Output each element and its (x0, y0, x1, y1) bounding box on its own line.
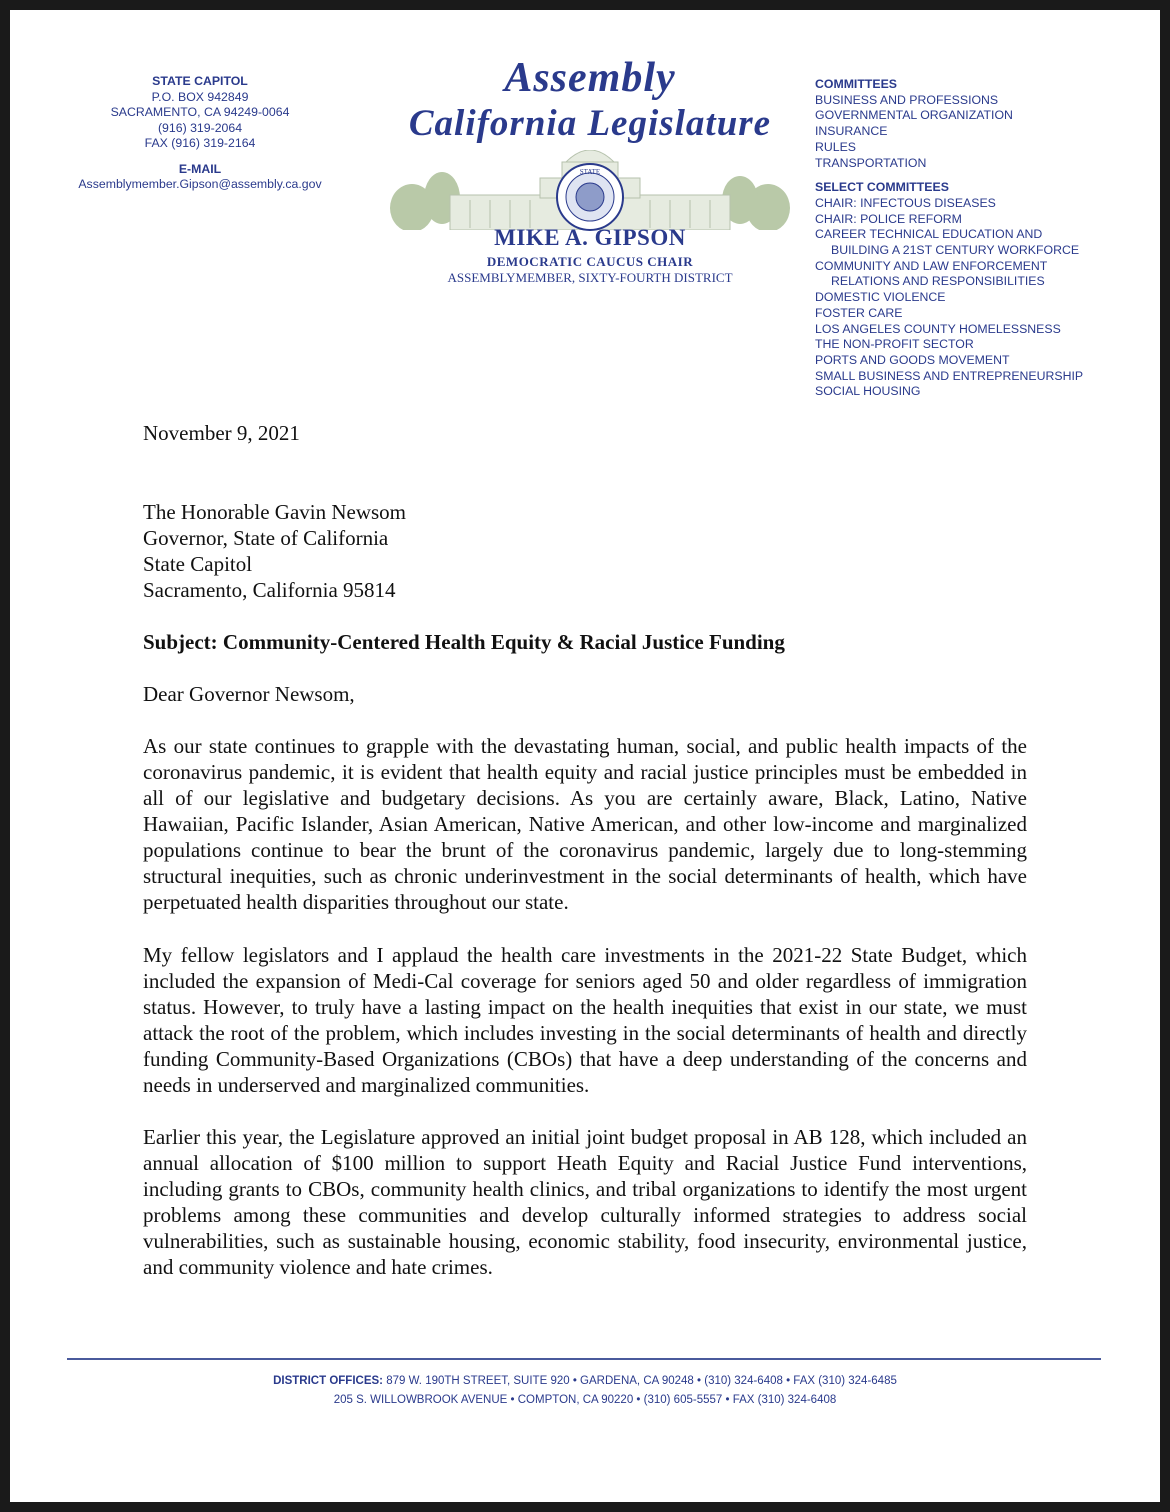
select-committee-item: LOS ANGELES COUNTY HOMELESSNESS (815, 321, 1061, 336)
body-paragraph: My fellow legislators and I applaud the health care investments in the 2021-22 State Budget, which included the expansion of Medi-Cal coverage for seniors aged 50 and older regardless of immigration status. However, to truly have a lasting impact on the health inequities that exist in our state, we must attack the root of the problem, which includes investing in the social determinants of health and directly funding Community-Based Organizations (CBOs) that have a deep understanding of the concerns and needs in underserved and marginalized communities. (143, 943, 1027, 1097)
committee-item: GOVERNMENTAL ORGANIZATION (815, 108, 1013, 123)
committees-heading: COMMITTEES (815, 77, 897, 91)
committee-item: RULES (815, 139, 857, 154)
caucus-role: DEMOCRATIC CAUCUS CHAIR (486, 254, 694, 269)
recipient-line: The Honorable Gavin Newsom (143, 500, 407, 524)
select-committee-item: DOMESTIC VIOLENCE (815, 290, 946, 305)
phone: (916) 319-2064 (157, 120, 243, 135)
recipient-line: Governor, State of California (143, 526, 389, 550)
select-committees-heading: SELECT COMMITTEES (815, 180, 949, 195)
recipient-line: State Capitol (143, 552, 253, 576)
select-committee-item: COMMUNITY AND LAW ENFORCEMENT (815, 258, 1048, 273)
district-title: ASSEMBLYMEMBER, SIXTY-FOURTH DISTRICT (447, 270, 733, 285)
recipient-line: Sacramento, California 95814 (143, 578, 396, 602)
select-committee-item: CAREER TECHNICAL EDUCATION AND (815, 227, 1043, 242)
footer-line-1 (10, 1372, 1160, 1390)
committee-item: BUSINESS AND PROFESSIONS (815, 92, 999, 107)
select-committee-item: CHAIR: INFECTOUS DISEASES (815, 195, 996, 210)
masthead-title-assembly: Assembly (504, 55, 676, 101)
select-committee-item: THE NON-PROFIT SECTOR (815, 337, 974, 352)
state-seal-icon (555, 162, 625, 232)
masthead-title-legislature: California Legislature (408, 103, 772, 144)
select-committee-item: FOSTER CARE (815, 305, 903, 320)
email-heading: E-MAIL (178, 161, 222, 176)
fax: FAX (916) 319-2164 (144, 136, 256, 150)
committee-item: TRANSPORTATION (815, 155, 927, 170)
masthead (390, 50, 790, 290)
committee-item: INSURANCE (815, 124, 888, 139)
select-committee-item: SMALL BUSINESS AND ENTREPRENEURSHIP (815, 368, 1084, 383)
member-name: MIKE A. GIPSON (494, 225, 686, 250)
recipient-address (143, 499, 1027, 603)
state-capitol-heading: STATE CAPITOL (152, 74, 248, 88)
committees-block (815, 77, 1155, 400)
body-paragraph: As our state continues to grapple with the devastating human, social, and public health impacts of the coronavirus pandemic, it is evident that health equity and racial justice principles must be embedded in all of our legislative and budgetary decisions. As you are certainly aware, Black, Latino, Native Hawaiian, Pacific Islander, Asian American, Native American, and other low-income and marginalized populations continue to bear the brunt of the coronavirus pandemic, largely due to long-stemming structural inequities, such as chronic underinvestment in the social determinants of health, which have perpetuated health disparities throughout our state. (143, 734, 1027, 914)
compton-office: 205 S. WILLOWBROOK AVENUE • COMPTON, CA 90220 • (310) 605-5557 • FAX (310) 324-6408 (333, 1394, 837, 1406)
footer-divider (67, 1358, 1101, 1360)
email-address: Assemblymember.Gipson@assembly.ca.gov (78, 177, 322, 191)
seal-text: STATE (579, 168, 601, 176)
select-committee-item: BUILDING A 21ST CENTURY WORKFORCE (831, 243, 1080, 258)
letter-page (10, 10, 1160, 1502)
salutation: Dear Governor Newsom, (143, 682, 355, 706)
letter-date: November 9, 2021 (143, 421, 300, 445)
select-committee-item: SOCIAL HOUSING (815, 384, 921, 399)
city-zip: SACRAMENTO, CA 94249-0064 (110, 105, 290, 119)
district-offices-label: DISTRICT OFFICES: (273, 1375, 383, 1387)
capitol-contact-block (50, 74, 350, 193)
select-committee-item: RELATIONS AND RESPONSIBILITIES (831, 274, 1045, 289)
select-committee-item: PORTS AND GOODS MOVEMENT (815, 352, 1010, 367)
gardena-office: 879 W. 190TH STREET, SUITE 920 • GARDENA, CA 90248 • (310) 324-6408 • FAX (310) 324-6485 (386, 1375, 897, 1387)
select-committee-item: CHAIR: POLICE REFORM (815, 211, 962, 226)
body-paragraph: Earlier this year, the Legislature approved an initial joint budget proposal in AB 128, which included an annual allocation of $100 million to support Heath Equity and Racial Justice Fund interventions, including grants to CBOs, community health clinics, and tribal organizations to identify the most urgent problems among these communities and develop culturally informed strategies to address social vulnerabilities, such as sustainable housing, economic stability, food insecurity, environmental justice, and community violence and hate crimes. (143, 1125, 1027, 1279)
po-box: P.O. BOX 942849 (151, 89, 249, 104)
subject-line: Subject: Community-Centered Health Equity & Racial Justice Funding (143, 630, 785, 654)
